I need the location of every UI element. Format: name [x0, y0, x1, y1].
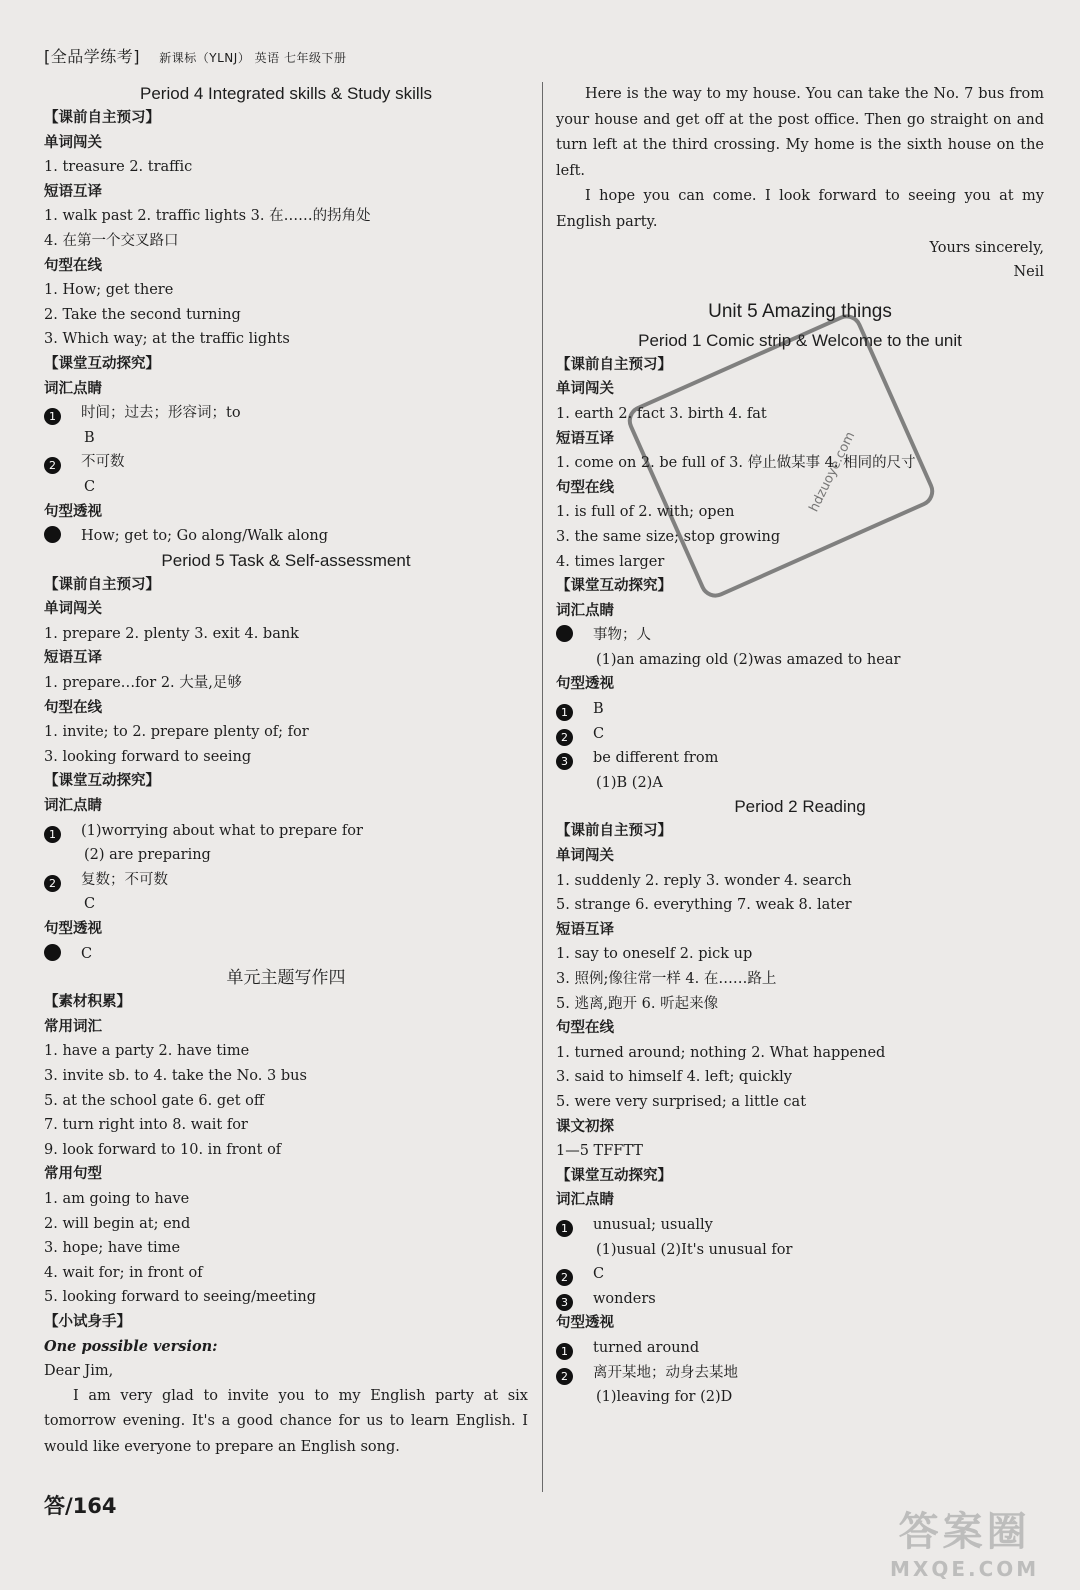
answer-text: 复数；不可数: [81, 871, 168, 888]
answer-line: 2. Take the second turning: [44, 306, 241, 323]
answer-line: 1. am going to have: [44, 1190, 190, 1207]
section-heading: 【课前自主预习】: [556, 823, 672, 840]
book-edition: 新课标（YLNJ） 英语 七年级下册: [159, 51, 347, 65]
answer-line: One possible version:: [44, 1337, 218, 1355]
section-heading: 课文初探: [556, 1118, 614, 1135]
period-title: Period 5 Task & Self-assessment: [161, 550, 411, 570]
section-heading: 短语互译: [556, 430, 614, 447]
answer-line: Neil: [1013, 264, 1044, 281]
answer-line: 3. said to himself 4. left; quickly: [556, 1069, 792, 1086]
answer-text: B: [593, 701, 604, 718]
section-heading: 句型透视: [44, 503, 102, 520]
section-heading: 短语互译: [556, 921, 614, 938]
section-heading: 句型透视: [44, 921, 102, 937]
answer-line: 9. look forward to 10. in front of: [44, 1141, 282, 1158]
section-heading: 常用词汇: [44, 1018, 102, 1035]
answer-text: 离开某地；动身去某地: [593, 1364, 738, 1381]
bullet-icon: [44, 526, 61, 543]
letter-paragraph: I hope you can come. I look forward to seeing you at my English party.: [556, 188, 1044, 230]
letter-paragraph: Here is the way to my house. You can take the No. 7 bus from your house and get off at the post office. Then go straight on and turn left at the third crossing. My home is the sixth house on the left.: [556, 86, 1044, 179]
section-heading: 句型在线: [556, 479, 614, 496]
answer-item: [556, 1361, 1044, 1386]
answer-line: 1. earth 2. fact 3. birth 4. fat: [556, 405, 767, 422]
answer-item: [556, 746, 1044, 771]
section-heading: 单词闯关: [44, 134, 102, 151]
answer-line: (1)usual (2)It's unusual for: [596, 1241, 793, 1258]
number-badge: 2: [556, 729, 573, 746]
period-title: Period 2 Reading: [734, 797, 866, 817]
number-badge: 2: [44, 457, 61, 474]
answer-text: 时间；过去；形容词；to: [81, 405, 241, 422]
number-badge: 2: [556, 1368, 573, 1385]
number-badge: 1: [556, 1343, 573, 1360]
period-title: 单元主题写作四: [226, 968, 346, 988]
answer-item: [556, 1213, 1044, 1238]
answer-line: 7. turn right into 8. wait for: [44, 1117, 248, 1134]
answer-line: (2) are preparing: [84, 847, 211, 864]
answer-text: 不可数: [81, 454, 125, 471]
answer-text: 事物；人: [593, 627, 651, 644]
answer-item: [44, 819, 528, 844]
book-title: [全品学练考]: [44, 47, 140, 66]
number-badge: 3: [556, 1294, 573, 1311]
answer-line: C: [84, 896, 96, 913]
number-badge: 1: [44, 408, 61, 425]
section-heading: 词汇点睛: [44, 380, 102, 397]
answer-line: 3. the same size; stop growing: [556, 528, 781, 545]
answer-line: 5. strange 6. everything 7. weak 8. later: [556, 897, 852, 914]
answer-line: 1. is full of 2. with; open: [556, 504, 735, 521]
section-heading: 【小试身手】: [44, 1313, 131, 1330]
answer-line: (1)leaving for (2)D: [596, 1389, 733, 1406]
answer-text: C: [593, 725, 605, 742]
section-heading: 短语互译: [44, 650, 102, 667]
answer-item: [44, 450, 528, 475]
answer-line: (1)B (2)A: [596, 774, 663, 791]
bullet-icon: [44, 944, 61, 961]
answer-item: [556, 623, 1044, 648]
answer-text: (1)worrying about what to prepare for: [81, 822, 363, 839]
bullet-icon: [556, 625, 573, 642]
number-badge: 3: [556, 753, 573, 770]
answer-line: 5. at the school gate 6. get off: [44, 1092, 265, 1109]
answer-line: 3. 照例;像往常一样 4. 在……路上: [556, 971, 777, 987]
answer-line: 4. times larger: [556, 553, 665, 570]
section-heading: 【素材积累】: [44, 994, 131, 1011]
answer-item: [44, 524, 528, 549]
right-column: [556, 82, 1044, 1410]
answer-line: B: [84, 429, 95, 446]
answer-item: [556, 1336, 1044, 1361]
letter-paragraph: I am very glad to invite you to my English party at six tomorrow evening. It's a good chance for us to learn English. I would like everyone to prepare an English song.: [44, 1387, 528, 1455]
answer-text: be different from: [593, 750, 719, 767]
answer-item: [44, 401, 528, 426]
answer-line: 1. How; get there: [44, 282, 174, 299]
section-heading: 词汇点睛: [44, 798, 102, 815]
answer-line: 1. walk past 2. traffic lights 3. 在……的拐角处: [44, 208, 371, 225]
answer-text: C: [593, 1266, 605, 1283]
section-heading: 【课堂互动探究】: [556, 578, 672, 595]
watermark-line-2: MXQE.COM: [890, 1557, 1040, 1581]
answer-line: 5. were very surprised; a little cat: [556, 1093, 807, 1110]
answer-text: wonders: [593, 1290, 656, 1307]
answer-item: [556, 722, 1044, 747]
answer-line: 5. 逃离,跑开 6. 听起来像: [556, 995, 719, 1012]
answer-line: 1. turned around; nothing 2. What happened: [556, 1044, 886, 1061]
answer-line: 1. come on 2. be full of 3. 停止做某事 4. 相同的尺寸: [556, 455, 916, 472]
left-column: [44, 82, 528, 1460]
section-heading: 单词闯关: [556, 381, 614, 398]
section-heading: 【课堂互动探究】: [44, 355, 160, 372]
number-badge: 1: [44, 826, 61, 843]
answer-line: 1. suddenly 2. reply 3. wonder 4. search: [556, 872, 852, 889]
section-heading: 词汇点睛: [556, 1192, 614, 1209]
answer-line: 3. hope; have time: [44, 1240, 181, 1257]
answer-item: [556, 1287, 1044, 1312]
answer-line: 1. say to oneself 2. pick up: [556, 946, 753, 963]
answer-line: Yours sincerely,: [929, 239, 1044, 256]
answer-text: C: [81, 945, 93, 962]
answer-line: 3. invite sb. to 4. take the No. 3 bus: [44, 1067, 307, 1084]
section-heading: 【课堂互动探究】: [44, 773, 160, 790]
section-heading: 【课前自主预习】: [44, 110, 160, 126]
answer-line: 3. looking forward to seeing: [44, 748, 252, 765]
answer-line: 4. 在第一个交叉路口: [44, 232, 179, 249]
answer-line: 1. treasure 2. traffic: [44, 159, 193, 176]
period-title: Period 1 Comic strip & Welcome to the unit: [638, 330, 962, 350]
column-divider: [542, 82, 543, 1492]
answer-line: 5. looking forward to seeing/meeting: [44, 1289, 317, 1306]
running-head: [44, 44, 346, 67]
number-badge: 1: [556, 704, 573, 721]
section-heading: 常用句型: [44, 1166, 102, 1183]
section-heading: 【课前自主预习】: [44, 576, 160, 593]
number-badge: 1: [556, 1220, 573, 1237]
stamp-text: hdzuoye.com: [806, 429, 859, 515]
answer-line: 1. prepare 2. plenty 3. exit 4. bank: [44, 625, 299, 642]
answer-line: Dear Jim,: [44, 1363, 114, 1380]
answer-item: [556, 1262, 1044, 1287]
section-heading: 单词闯关: [556, 848, 614, 865]
section-heading: 句型透视: [556, 1315, 614, 1332]
answer-line: 3. Which way; at the traffic lights: [44, 331, 290, 348]
section-heading: 句型在线: [44, 257, 102, 274]
answer-line: 4. wait for; in front of: [44, 1264, 203, 1281]
answer-line: 1. have a party 2. have time: [44, 1043, 250, 1060]
watermark: [890, 1500, 1039, 1581]
unit-title: Unit 5 Amazing things: [708, 300, 892, 322]
watermark-line-1: 答案圈: [898, 1509, 1031, 1555]
page-number: 答/164: [44, 1494, 117, 1518]
answer-line: 1. prepare…for 2. 大量,足够: [44, 675, 242, 692]
answer-item: [44, 942, 528, 967]
section-heading: 句型在线: [44, 699, 102, 716]
section-heading: 【课前自主预习】: [556, 356, 672, 373]
answer-item: [44, 868, 528, 893]
section-heading: 【课堂互动探究】: [556, 1167, 672, 1184]
section-heading: 短语互译: [44, 183, 102, 200]
answer-line: C: [84, 478, 96, 495]
answer-line: 1—5 TFFTT: [556, 1143, 643, 1160]
answer-text: How; get to; Go along/Walk along: [81, 528, 329, 545]
number-badge: 2: [44, 875, 61, 892]
answer-line: 1. invite; to 2. prepare plenty of; for: [44, 724, 309, 741]
number-badge: 2: [556, 1269, 573, 1286]
section-heading: 词汇点睛: [556, 602, 614, 619]
answer-line: (1)an amazing old (2)was amazed to hear: [596, 651, 901, 668]
section-heading: 句型透视: [556, 676, 614, 693]
section-heading: 句型在线: [556, 1020, 614, 1037]
answer-text: unusual; usually: [593, 1216, 713, 1233]
section-heading: 单词闯关: [44, 601, 102, 618]
answer-text: turned around: [593, 1339, 700, 1356]
answer-line: 2. will begin at; end: [44, 1215, 191, 1232]
answer-item: [556, 697, 1044, 722]
period-title: Period 4 Integrated skills & Study skills: [140, 84, 432, 103]
